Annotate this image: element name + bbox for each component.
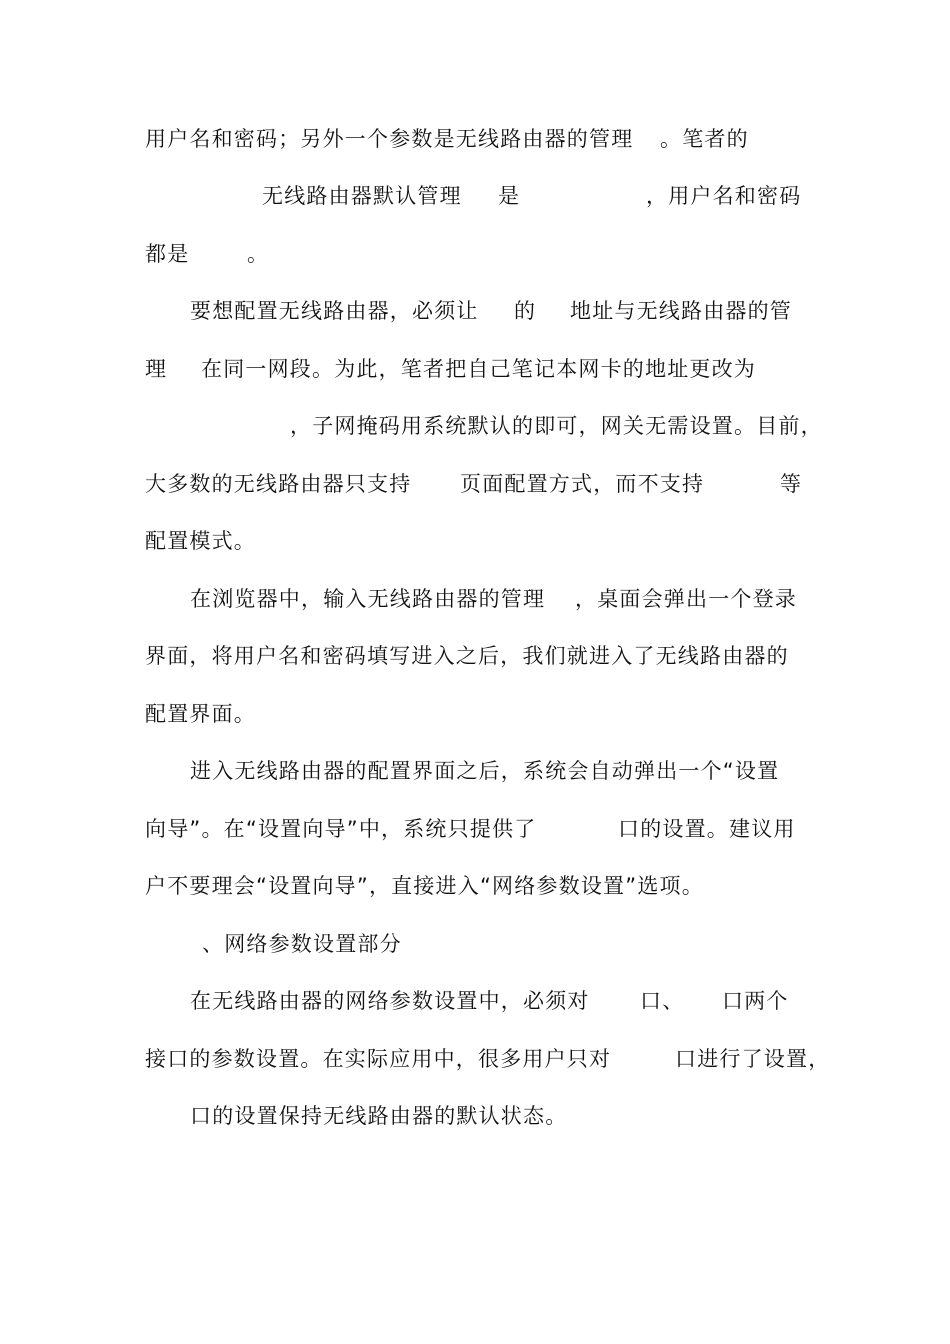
text-line-3 xyxy=(0,237,270,271)
text-segment: 无线路由器默认管理 xyxy=(262,184,462,208)
text-line-4 xyxy=(0,294,792,328)
text-segment: 口的设置。建议用 xyxy=(618,817,796,841)
text-line-16 xyxy=(0,984,789,1018)
text-line-9 xyxy=(0,582,797,616)
text-segment: 等 xyxy=(780,472,803,496)
text-segment: ，用户名和密码 xyxy=(646,184,802,208)
text-segment: 向导”。在“设置向导”中，系统只提供了 xyxy=(145,817,537,841)
text-line-11 xyxy=(0,697,256,731)
text-line-17 xyxy=(0,1042,831,1076)
text-segment: 在同一网段。为此，笔者把自己笔记本网卡的地址更改为 xyxy=(201,357,756,381)
text-segment: 在无线路由器的网络参数设置中，必须对 xyxy=(190,989,590,1013)
text-segment: 口进行了设置， xyxy=(675,1047,831,1071)
text-segment: 。笔者的 xyxy=(660,127,749,151)
text-line-12 xyxy=(0,754,780,788)
text-segment: 配置模式。 xyxy=(145,529,256,553)
text-line-7 xyxy=(0,467,803,501)
text-segment: 大多数的无线路由器只支持 xyxy=(145,472,412,496)
text-line-18 xyxy=(0,1099,568,1133)
text-line-8 xyxy=(0,524,256,558)
text-line-10 xyxy=(0,639,789,673)
text-segment: 地址与无线路由器的管 xyxy=(570,299,792,323)
text-segment: 的 xyxy=(514,299,537,323)
text-segment: 进入无线路由器的配置界面之后，系统会自动弹出一个“设置 xyxy=(190,759,780,783)
text-line-6 xyxy=(0,409,823,443)
text-segment: 口两个 xyxy=(722,989,789,1013)
text-segment: 页面配置方式，而不支持 xyxy=(460,472,705,496)
text-segment: ，桌面会弹出一个登录 xyxy=(575,587,797,611)
text-line-1 xyxy=(0,122,749,156)
text-segment: ，子网掩码用系统默认的即可，网关无需设置。目前， xyxy=(290,414,823,438)
text-line-13 xyxy=(0,812,796,846)
section-heading xyxy=(0,927,402,961)
text-segment: 理 xyxy=(145,357,168,381)
text-segment: 户不要理会“设置向导”，直接进入“网络参数设置”选项。 xyxy=(145,874,704,898)
text-segment: 。 xyxy=(247,242,270,266)
text-segment: 口的设置保持无线路由器的默认状态。 xyxy=(190,1104,568,1128)
text-segment: 口、 xyxy=(640,989,685,1013)
text-segment: 接口的参数设置。在实际应用中，很多用户只对 xyxy=(145,1047,612,1071)
text-line-2 xyxy=(0,179,802,213)
text-segment: 要想配置无线路由器，必须让 xyxy=(190,299,479,323)
text-segment: 界面，将用户名和密码填写进入之后，我们就进入了无线路由器的 xyxy=(145,644,789,668)
text-segment: 用户名和密码；另外一个参数是无线路由器的管理 xyxy=(145,127,634,151)
text-segment: 都是 xyxy=(145,242,190,266)
text-segment: 是 xyxy=(498,184,521,208)
text-segment: 在浏览器中，输入无线路由器的管理 xyxy=(190,587,546,611)
text-segment: 配置界面。 xyxy=(145,702,256,726)
text-line-14 xyxy=(0,869,704,903)
text-segment: 、网络参数设置部分 xyxy=(202,932,402,956)
text-line-5 xyxy=(0,352,756,386)
